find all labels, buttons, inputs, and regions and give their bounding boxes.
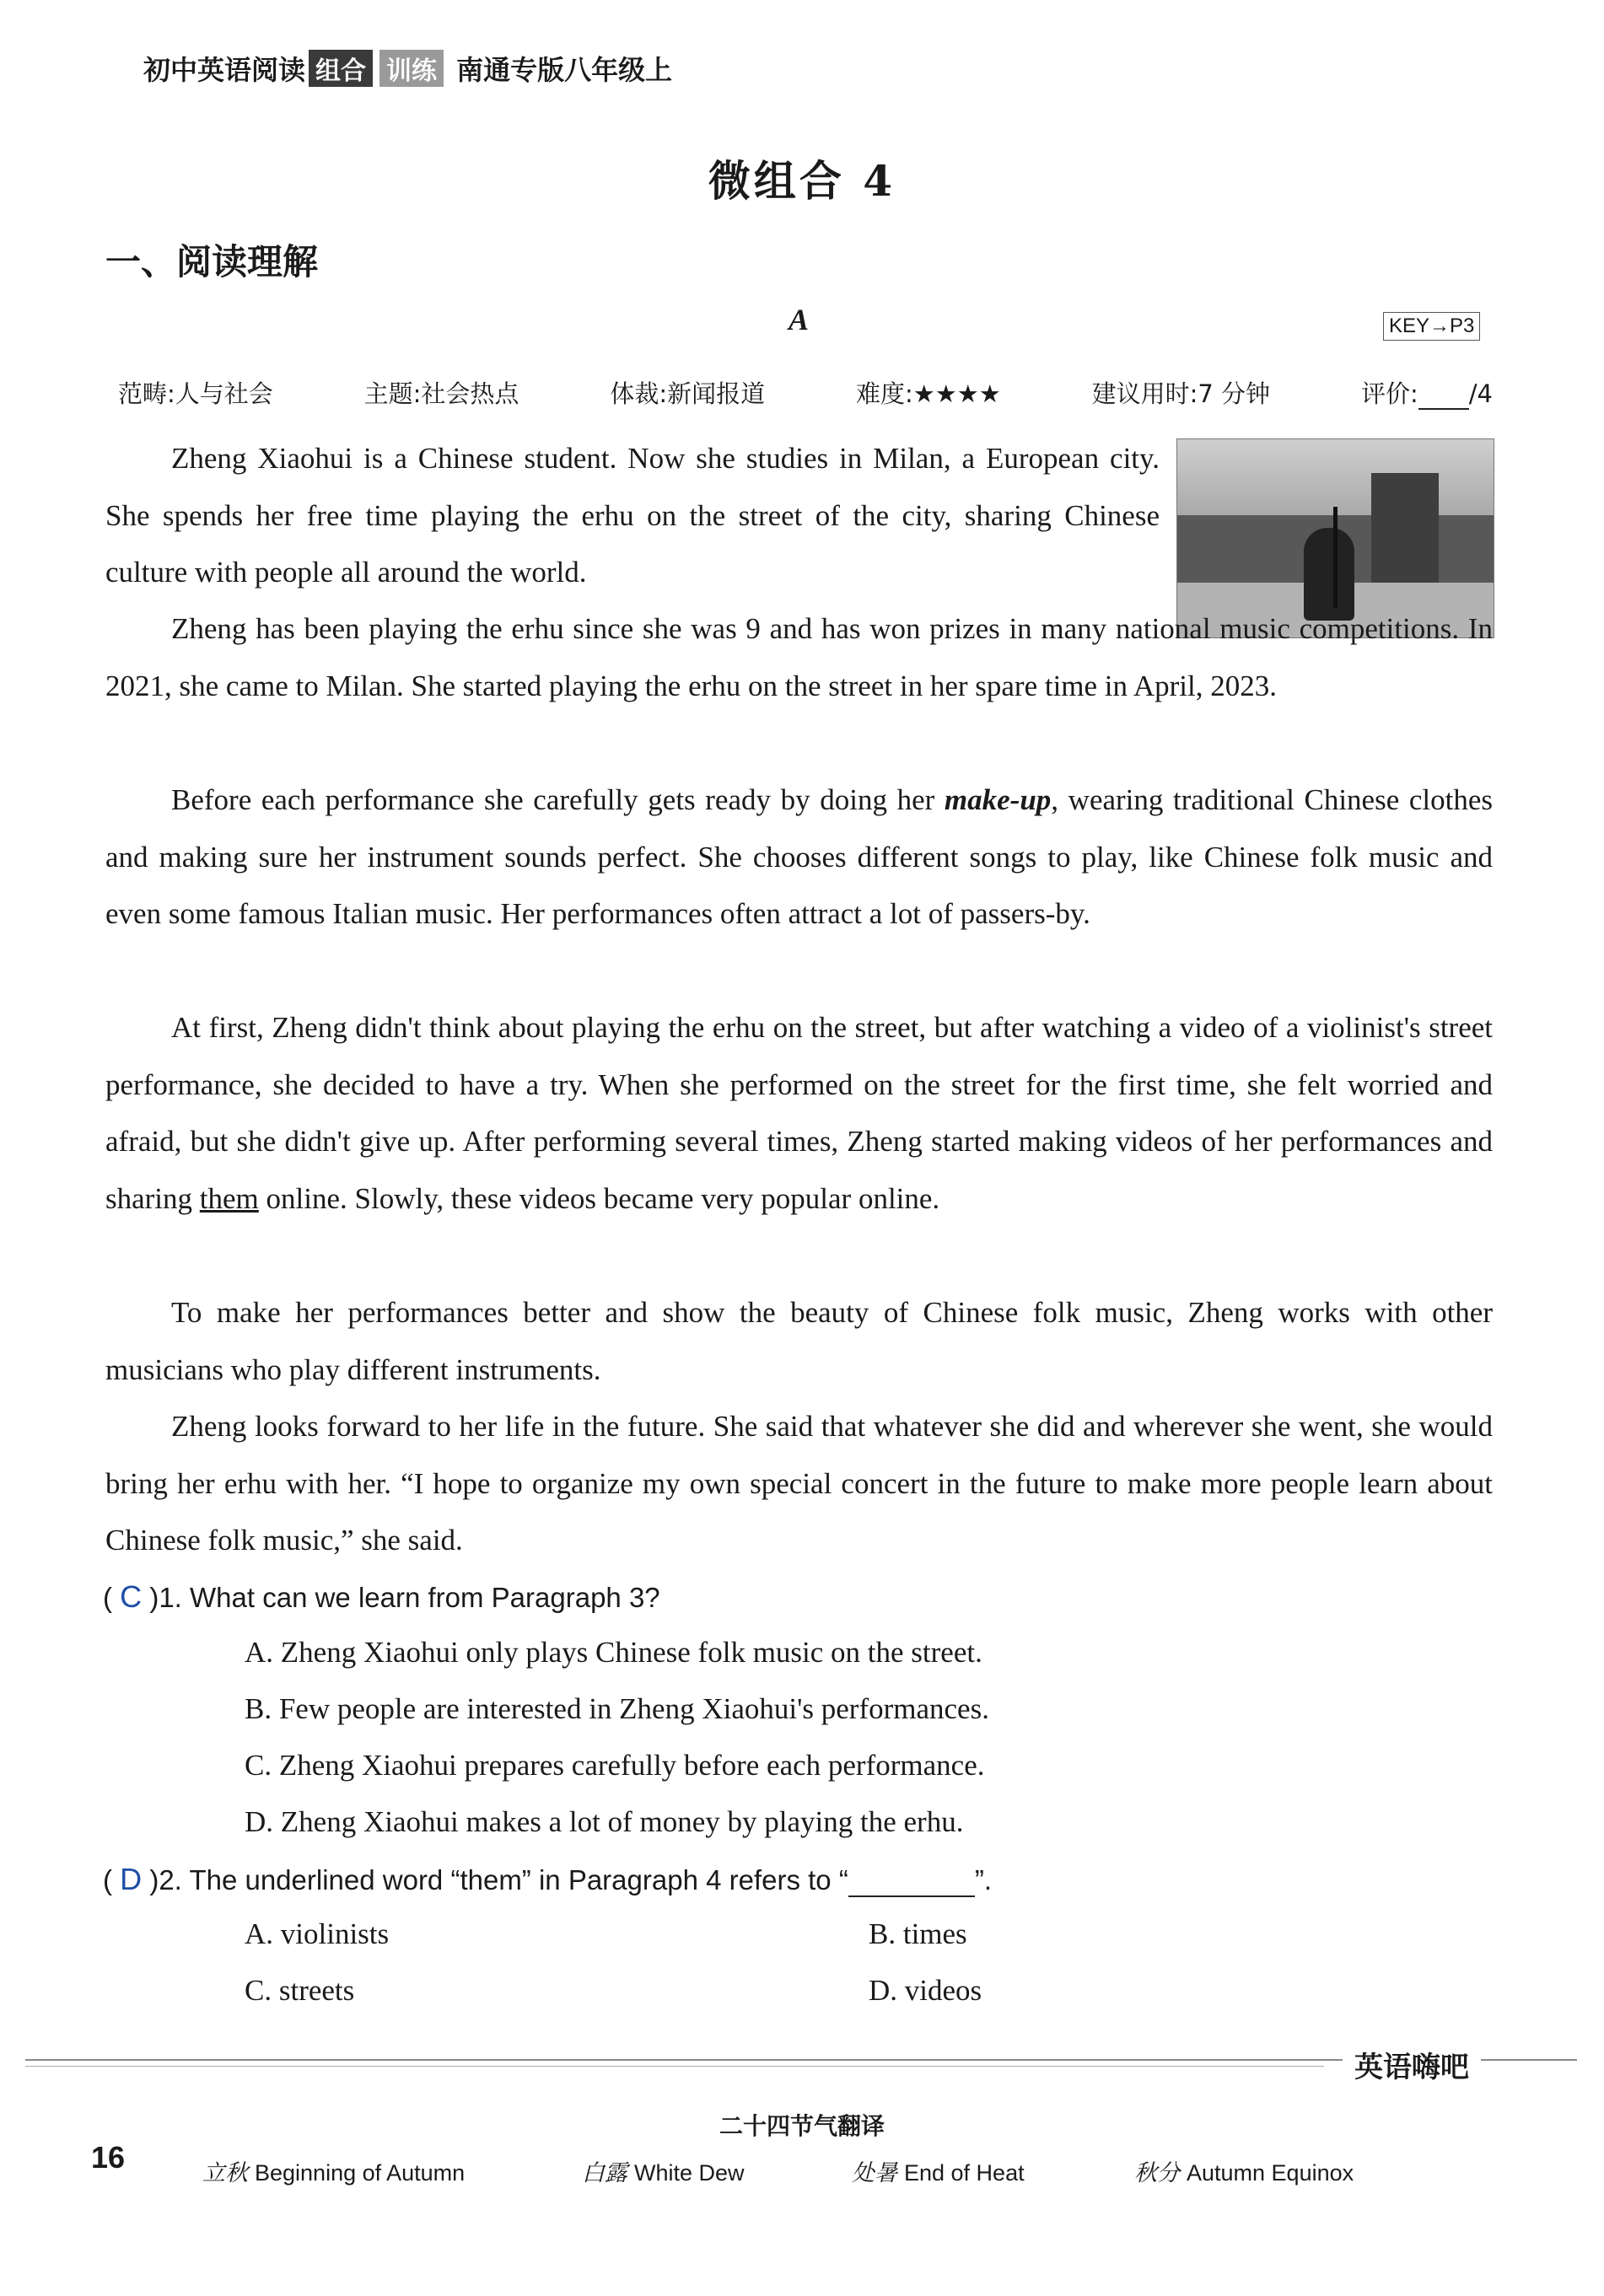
solar-term-2-cn: 白露 (582, 2160, 627, 2186)
q2-option-d[interactable]: D. videos (869, 1974, 982, 2007)
meta-difficulty: 难度:★★★★ (855, 379, 1001, 408)
solar-term-2-en: White Dew (634, 2160, 745, 2186)
q2-option-b[interactable]: B. times (869, 1917, 967, 1950)
paragraph-3-text-b: , wearing traditional Chinese clothes and making sure her instrument sounds perfect. She chooses different songs to play, like Chinese folk music and even some famous Italian music. Her performances often attract a lot of passers-by. (105, 783, 1493, 930)
question-1-stem: What can we learn from Paragraph 3? (190, 1582, 660, 1613)
paragraph-4 (105, 999, 1493, 1227)
q2-option-c[interactable]: C. streets (245, 1974, 355, 2007)
paragraph-2-text: Zheng has been playing the erhu since she was 9 and has won prizes in many national music competitions. In 2021, she came to Milan. She started playing the erhu on the street in her spare time in April, 2023. (105, 612, 1493, 702)
section-heading: 一、阅读理解 (105, 241, 319, 282)
header-tag-combo: 组合 (309, 50, 373, 87)
score-blank[interactable] (1418, 386, 1469, 410)
paragraph-4-text-a: At first, Zheng didn't think about playing the erhu on the street, but after watching a video of a violinist's street performance, she decided to have a try. When she performed on the street for the first time, she felt worried and afraid, but she didn't give up. After performing several times, Zheng started making videos of her performances and sharing (105, 1011, 1493, 1215)
answer-1[interactable]: C (120, 1579, 143, 1614)
castle-tower (1371, 473, 1439, 583)
solar-term-4-en: Autumn Equinox (1187, 2160, 1354, 2186)
footer-title: 二十四节气翻译 (719, 2112, 885, 2140)
erhu-instrument (1333, 507, 1338, 608)
book-header (143, 49, 672, 88)
series-name: 初中英语阅读 (143, 54, 306, 86)
q1-option-b[interactable]: B. Few people are interested in Zheng Xiaohui's performances. (245, 1692, 989, 1725)
underlined-word-them: them (199, 1181, 259, 1215)
solar-term-4 (1134, 2154, 1354, 2187)
page-number: 16 (91, 2140, 126, 2175)
question-2-stem-end: ”. (974, 1864, 992, 1895)
solar-term-3 (852, 2154, 1025, 2187)
q1-option-a[interactable]: A. Zheng Xiaohui only plays Chinese folk music on the street. (245, 1636, 982, 1669)
meta-score (1361, 375, 1493, 410)
question-2-blank[interactable] (848, 1872, 975, 1897)
question-1: ( C )1. What can we learn from Paragraph 3? (103, 1579, 660, 1614)
paragraph-6-text: Zheng looks forward to her life in the future. She said that whatever she did and wherever she went, she would bring her erhu with her. “I hope to organize my own special concert in the future to make more people learn about Chinese folk music,” she said. (105, 1410, 1493, 1557)
make-up-term: make-up (944, 783, 1052, 816)
page-title: 微组合 4 (708, 156, 896, 206)
question-2: ( D )2. The underlined word “them” in Paragraph 4 refers to “ ”. (103, 1862, 992, 1896)
paragraph-1-text: Zheng Xiaohui is a Chinese student. Now she studies in Milan, a European city. She spends her free time playing the erhu on the street of the city, sharing Chinese culture with people all around the world. (105, 442, 1160, 589)
solar-term-1-cn: 立秋 (202, 2160, 248, 2186)
question-2-number: )2. (149, 1864, 182, 1895)
q1-option-d[interactable]: D. Zheng Xiaohui makes a lot of money by playing the erhu. (245, 1805, 964, 1838)
passage-meta (118, 375, 1493, 410)
solar-term-3-cn: 处暑 (852, 2160, 897, 2186)
solar-term-2 (582, 2154, 745, 2187)
footer-brand: 英语嗨吧 (1343, 2044, 1481, 2085)
answer-2[interactable]: D (120, 1862, 143, 1896)
edition-label: 南通专版八年级上 (456, 54, 673, 86)
paragraph-5-text: To make her performances better and show the beauty of Chinese folk music, Zheng works with other musicians who play different instruments. (105, 1296, 1493, 1386)
footer-divider-thin (25, 2066, 1324, 2067)
meta-time: 建议用时:7 分钟 (1091, 379, 1271, 408)
paragraph-6 (105, 1398, 1493, 1569)
answer-key-ref: KEY→P3 (1383, 312, 1480, 341)
solar-term-4-cn: 秋分 (1134, 2160, 1180, 2186)
paragraph-3-text-a: Before each performance she carefully gets ready by doing her (171, 783, 945, 816)
paragraph-1 (105, 430, 1160, 601)
meta-theme: 主题:社会热点 (363, 379, 519, 408)
question-2-stem: The underlined word “them” in Paragraph 4 refers to “ (189, 1864, 848, 1895)
solar-term-3-en: End of Heat (904, 2160, 1025, 2186)
paragraph-5 (105, 1284, 1493, 1398)
solar-term-1-en: Beginning of Autumn (255, 2160, 466, 2186)
paragraph-4-text-b: online. Slowly, these videos became very popular online. (258, 1181, 940, 1215)
score-label: 评价: (1360, 379, 1418, 408)
meta-genre: 体裁:新闻报道 (610, 379, 766, 408)
paragraph-2 (105, 600, 1493, 714)
q2-option-a[interactable]: A. violinists (245, 1917, 390, 1950)
header-tag-training: 训练 (379, 50, 444, 87)
passage-label: A (789, 303, 810, 336)
solar-term-1 (202, 2154, 465, 2187)
meta-category: 范畴:人与社会 (118, 379, 273, 408)
q1-option-c[interactable]: C. Zheng Xiaohui prepares carefully before each performance. (245, 1749, 985, 1782)
paragraph-3 (105, 772, 1493, 943)
score-total: /4 (1468, 379, 1493, 408)
question-1-number: )1. (149, 1582, 182, 1613)
